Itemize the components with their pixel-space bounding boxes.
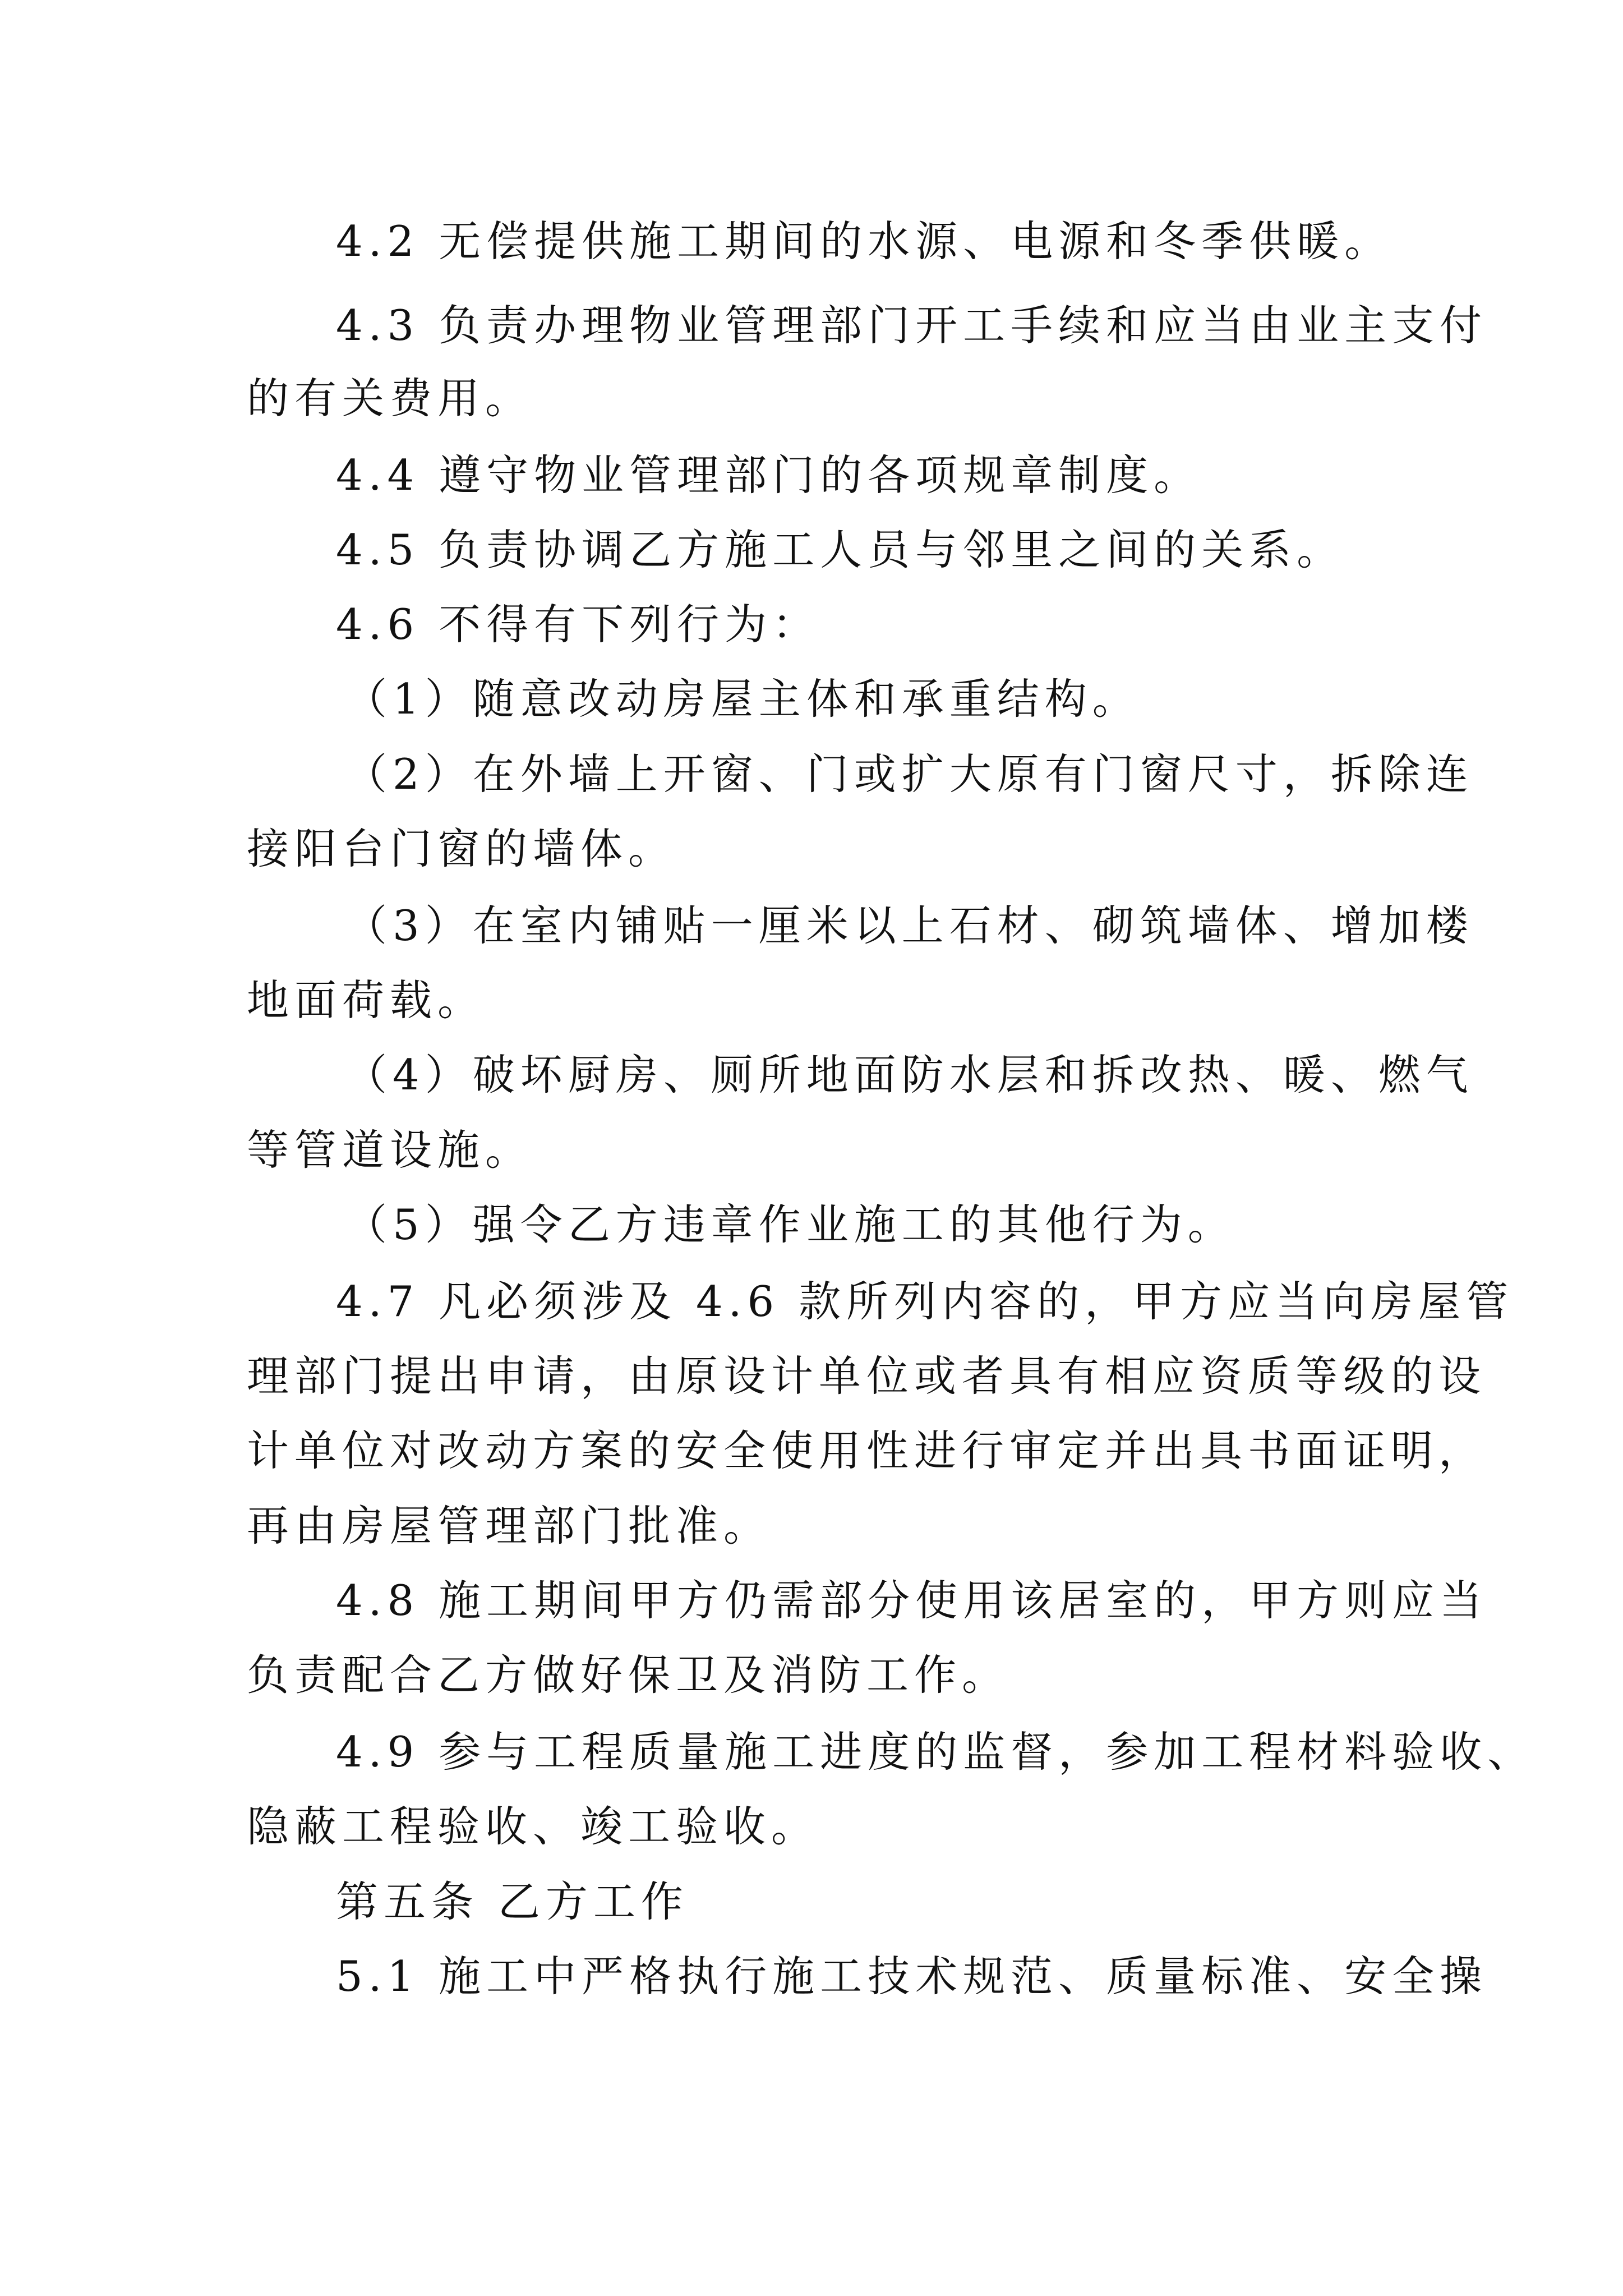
clause-4-3-line-1: 4.3 负责办理物业管理部门开工手续和应当由业主支付 — [336, 301, 1488, 350]
clause-4-8-line-2: 负责配合乙方做好保卫及消防工作。 — [247, 1650, 1010, 1700]
clause-4-6-item-2-line-2: 接阳台门窗的墙体。 — [247, 824, 676, 873]
clause-4-7-line-4: 再由房屋管理部门批准。 — [247, 1501, 772, 1550]
clause-4-2: 4.2 无偿提供施工期间的水源、电源和冬季供暖。 — [336, 217, 1393, 266]
clause-4-6-item-4-line-2: 等管道设施。 — [247, 1125, 533, 1175]
clause-4-6-item-3-line-1: （3）在室内铺贴一厘米以上石材、砌筑墙体、增加楼 — [345, 901, 1474, 950]
clause-4-7-line-3: 计单位对改动方案的安全使用性进行审定并出具书面证明， — [247, 1426, 1487, 1475]
clause-4-6-item-3-line-2: 地面荷载。 — [247, 976, 486, 1025]
clause-4-6: 4.6 不得有下列行为： — [336, 600, 820, 649]
article-5-heading: 第五条 乙方工作 — [336, 1877, 689, 1926]
clause-4-9-line-1: 4.9 参与工程质量施工进度的监督，参加工程材料验收、 — [336, 1727, 1536, 1777]
clause-4-3-line-2: 的有关费用。 — [247, 374, 533, 423]
clause-4-7-line-2: 理部门提出申请，由原设计单位或者具有相应资质等级的设 — [247, 1351, 1487, 1401]
clause-4-6-item-2-line-1: （2）在外墙上开窗、门或扩大原有门窗尺寸，拆除连 — [345, 749, 1474, 799]
clause-4-9-line-2: 隐蔽工程验收、竣工验收。 — [247, 1802, 819, 1851]
clause-4-7-line-1: 4.7 凡必须涉及 4.6 款所列内容的，甲方应当向房屋管 — [336, 1277, 1514, 1326]
clause-4-6-item-1: （1）随意改动房屋主体和承重结构。 — [345, 674, 1140, 724]
clause-4-4: 4.4 遵守物业管理部门的各项规章制度。 — [336, 450, 1202, 500]
clause-4-8-line-1: 4.8 施工期间甲方仍需部分使用该居室的，甲方则应当 — [336, 1576, 1488, 1625]
clause-4-6-item-5: （5）强令乙方违章作业施工的其他行为。 — [345, 1200, 1235, 1249]
clause-4-6-item-4-line-1: （4）破坏厨房、厕所地面防水层和拆改热、暖、燃气 — [345, 1050, 1474, 1099]
clause-4-5: 4.5 负责协调乙方施工人员与邻里之间的关系。 — [336, 525, 1345, 574]
clause-5-1-line-1: 5.1 施工中严格执行施工技术规范、质量标准、安全操 — [336, 1952, 1488, 2001]
